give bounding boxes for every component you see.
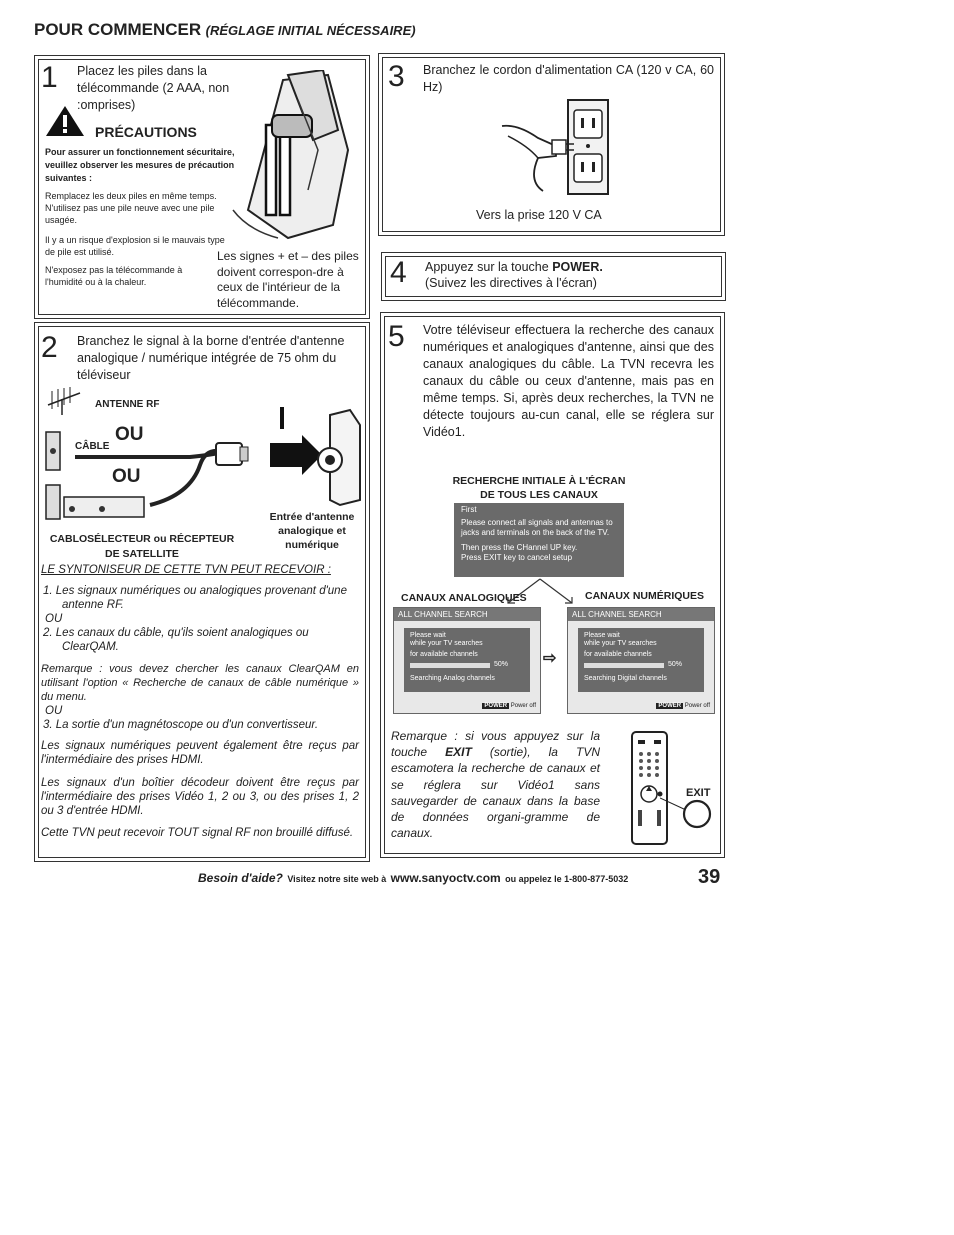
analog-line3: for available channels	[410, 651, 478, 658]
precaution-3: N'exposez pas la télécommande à l'humidité ou à la chaleur.	[45, 265, 183, 287]
step2-number: 2	[41, 331, 58, 364]
arrow-right-icon: ⇨	[543, 650, 557, 667]
first-setup-screen	[454, 503, 624, 577]
step5-text: Votre téléviseur effectuera la recherche des canaux numériques et analogiques d'antenne, ainsi que des canaux analogiques du câble. La TVN recevra les canaux du câble ou ceux d'antenne, mais pas en même temps. Si, après deux recherches, la TVN ne détecte toujours au-cun canal, elle se réglera sur Vidéo1.	[423, 323, 714, 439]
first-screen-line3: Then press the CHannel UP key.	[461, 543, 578, 552]
exit-note-b: (sortie), la TVN escamotera la recherche de canaux et se réglera sur Vidéo1 sans sauvegarder de canaux dans la base de données organi-gramme de canaux.	[391, 745, 600, 841]
step4-text	[425, 259, 603, 291]
step1-line3: :omprises)	[77, 98, 136, 112]
analog-progress-bar	[410, 663, 490, 668]
digital-progress-pct: 50%	[668, 661, 683, 668]
label-ou-1: OU	[115, 424, 144, 445]
step4-text-a: Appuyez sur la touche	[425, 260, 549, 274]
title-sub: (RÉGLAGE INITIAL NÉCESSAIRE)	[205, 23, 416, 38]
exit-button-label: EXIT	[686, 787, 711, 799]
rf-paragraph: Cette TVN peut recevoir TOUT signal RF non brouillé diffusé.	[41, 827, 354, 839]
tuner-heading: LE SYNTONISEUR DE CETTE TVN PEUT RECEVOIR :	[41, 564, 331, 576]
digital-line3: for available channels	[584, 651, 652, 658]
first-screen-line2: Please connect all signals and antennas to jacks and terminals on the back of the TV.	[461, 518, 613, 537]
digital-screen-title: ALL CHANNEL SEARCH	[568, 608, 714, 621]
analog-progress-pct: 50%	[494, 661, 509, 668]
tuner-item-2: 2. Les canaux du câble, qu'ils soient analogiques ou ClearQAM.	[43, 627, 309, 653]
tuner-ou-b: OU	[45, 705, 63, 717]
precaution-2: Il y a un risque d'explosion si le mauvais type de pile est utilisé.	[45, 235, 225, 257]
label-analog-channels: CANAUX ANALOGIQUES	[401, 592, 527, 604]
clearqam-remark: Remarque : vous devez chercher les canaux ClearQAM en utilisant l'option « Recherche de canaux de câble numérique » du menu.	[41, 663, 359, 703]
tuner-item-1: 1. Les signaux numériques ou analogiques provenant d'une antenne RF.	[43, 585, 347, 611]
analog-screen-title: ALL CHANNEL SEARCH	[394, 608, 540, 621]
label-ou-2: OU	[112, 466, 141, 487]
first-screen-line1: First	[461, 505, 477, 514]
digital-line4: Searching Digital channels	[584, 675, 667, 682]
exit-note-a: Remarque : si vous appuyez sur la touche	[391, 729, 600, 760]
label-digital-channels: CANAUX NUMÉRIQUES	[585, 590, 705, 602]
label-cable: CÂBLE	[75, 441, 110, 452]
antenna-icon	[48, 387, 80, 415]
analog-progress	[410, 661, 524, 669]
digital-progress-bar	[584, 663, 664, 668]
analog-search-screen	[393, 607, 541, 714]
analog-line4: Searching Analog channels	[410, 675, 495, 682]
power-outlet-illustration	[498, 96, 613, 198]
step1-line2: télécommande (2 AAA, non	[77, 81, 230, 95]
initial-search-title: RECHERCHE INITIALE À L'ÉCRAN DE TOUS LES CANAUX	[452, 475, 626, 501]
title-main: POUR COMMENCER	[34, 20, 202, 39]
analog-line1: Please wait	[410, 632, 446, 639]
analog-power-off: Power off	[510, 703, 536, 709]
page-title	[34, 20, 416, 40]
step4-number: 4	[390, 256, 407, 289]
tuner-item-3: 3. La sortie d'un magnétoscope ou d'un convertisseur.	[43, 719, 319, 731]
digital-search-screen	[567, 607, 715, 714]
footer-visit: Visitez notre site web à	[287, 874, 387, 884]
digital-power-key: POWER	[658, 703, 682, 709]
tuner-list	[43, 584, 361, 654]
step3-number: 3	[388, 60, 405, 93]
warning-icon	[44, 104, 86, 138]
page-number: 39	[698, 866, 721, 888]
step2-intro: Branchez le signal à la borne d'entrée d'antenne analogique / numérique intégrée de 75 ohm du téléviseur	[77, 334, 345, 382]
footer-help	[198, 869, 628, 887]
antenna-connection-diagram	[40, 385, 365, 525]
tuner-list-2	[43, 704, 361, 732]
step1-number: 1	[41, 61, 58, 94]
tuner-ou-a: OU	[45, 613, 63, 625]
step5-number: 5	[388, 320, 405, 353]
remote-battery-illustration	[228, 70, 364, 245]
footer-help-label: Besoin d'aide?	[198, 871, 283, 885]
hdmi-paragraph: Les signaux numériques peuvent également être reçus par l'intermédiaire des prises HDMI.	[41, 740, 359, 766]
digital-power-hint	[656, 703, 710, 710]
footer-url: www.sanyoctv.com	[390, 871, 501, 885]
label-antenna-input: Entrée d'antenne analogique et numérique	[269, 511, 355, 551]
exit-key-label: EXIT	[445, 745, 472, 760]
footer-call: ou appelez le 1-800-877-5032	[505, 874, 629, 884]
exit-note	[391, 728, 600, 841]
digital-power-off: Power off	[684, 703, 710, 709]
precautions-intro: Pour assurer un fonctionnement sécuritaire, veuillez observer les mesures de précaution suivantes :	[45, 147, 235, 183]
analog-screen-panel	[404, 628, 530, 692]
analog-line2: while your TV searches	[410, 640, 483, 647]
step3-text: Branchez le cordon d'alimentation CA (120 v CA, 60 Hz)	[423, 63, 714, 94]
digital-progress	[584, 661, 698, 669]
power-key-label: POWER.	[552, 260, 603, 274]
precaution-1: Remplacez les deux piles en même temps. N'utilisez pas une pile neuve avec une pile usagée.	[45, 191, 217, 225]
label-cable-box: CABLOSÉLECTEUR ou RÉCEPTEUR DE SATELLITE	[49, 533, 235, 560]
outlet-caption: Vers la prise 120 V CA	[476, 208, 602, 222]
label-rf-antenna: ANTENNE RF	[95, 399, 160, 410]
analog-power-key: POWER	[484, 703, 508, 709]
digital-line2: while your TV searches	[584, 640, 657, 647]
analog-power-hint	[482, 703, 536, 710]
battery-signs-text: Les signes + et – des piles doivent correspon-dre à ceux de l'intérieur de la télécommande.	[217, 249, 359, 310]
decoder-paragraph: Les signaux d'un boîtier décodeur doivent être reçus par l'intermédiaire des prises Vidéo 1, 2 ou 3, ou des prises 1, 2 ou 3 d'entrée HDMI.	[41, 777, 359, 817]
digital-screen-panel	[578, 628, 704, 692]
step4-text-b: (Suivez les directives à l'écran)	[425, 276, 597, 290]
first-screen-line4: Press EXIT key to cancel setup	[461, 553, 573, 562]
digital-line1: Please wait	[584, 632, 620, 639]
precautions-title: PRÉCAUTIONS	[95, 124, 197, 140]
step1-line1: Placez les piles dans la	[77, 64, 207, 78]
